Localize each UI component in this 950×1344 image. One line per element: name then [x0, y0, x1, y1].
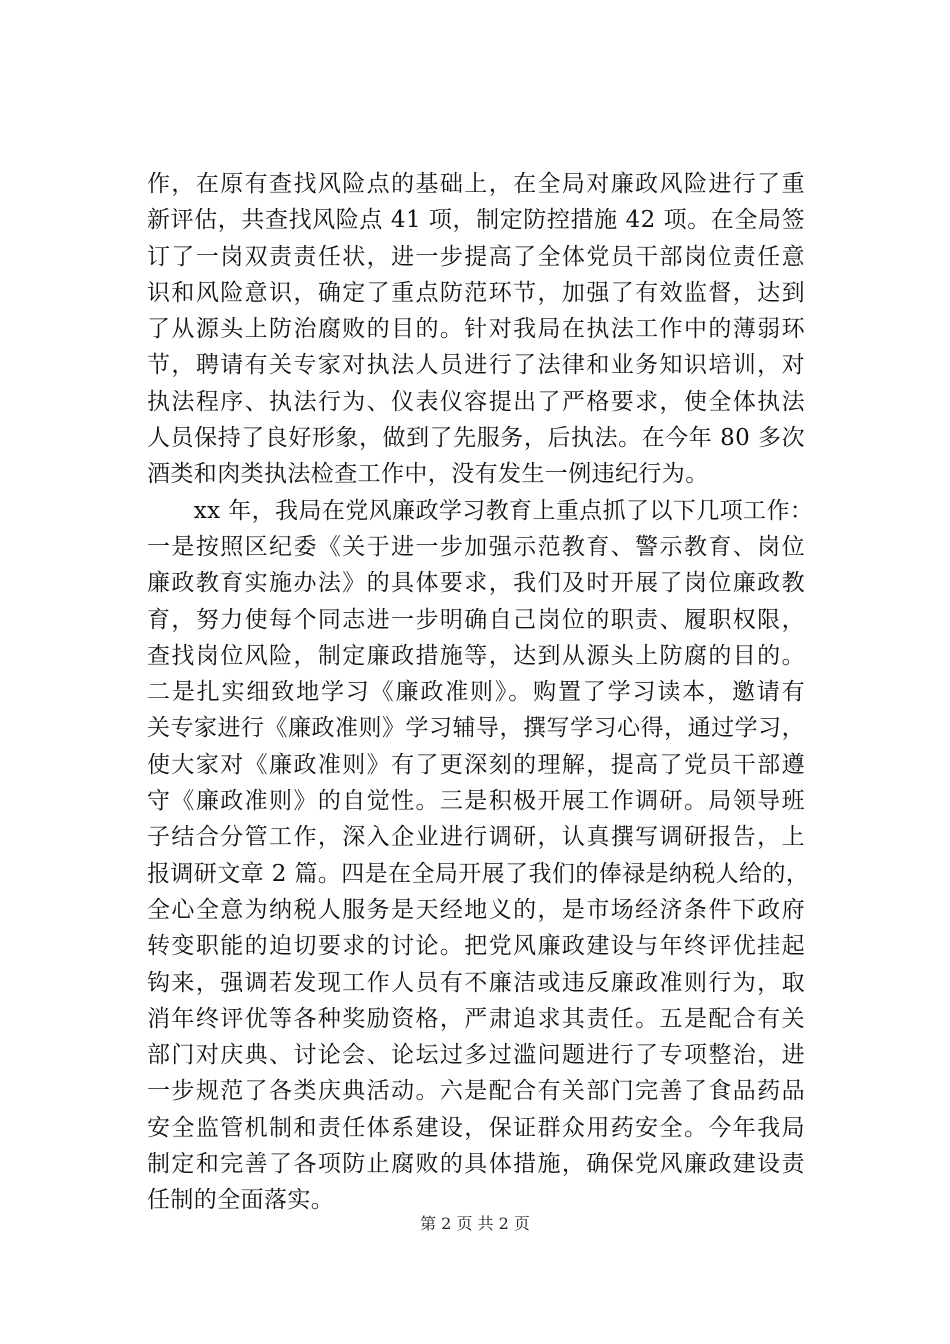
text-line: 安全监管机制和责任体系建设，保证群众用药安全。今年我局 [147, 1114, 805, 1141]
text-line: 节，聘请有关专家对执法人员进行了法律和业务知识培训，对 [147, 352, 805, 379]
body-text [147, 166, 814, 1219]
text-line: xx 年，我局在党风廉政学习教育上重点抓了以下几项工作： [147, 497, 814, 524]
text-line: 廉政教育实施办法》的具体要求，我们及时开展了岗位廉政教 [147, 570, 805, 597]
text-line: 育，努力使每个同志进一步明确自己岗位的职责、履职权限， [147, 606, 805, 633]
text-line: 作，在原有查找风险点的基础上，在全局对廉政风险进行了重 [147, 171, 805, 197]
text-line: 人员保持了良好形象，做到了先服务，后执法。在今年 80 多次 [147, 425, 805, 452]
text-line: 子结合分管工作，深入企业进行调研，认真撰写调研报告，上 [147, 824, 805, 851]
text-line: 了从源头上防治腐败的目的。针对我局在执法工作中的薄弱环 [147, 316, 805, 343]
text-line: 部门对庆典、讨论会、论坛过多过滥问题进行了专项整治，进 [147, 1042, 805, 1069]
text-line: 一步规范了各类庆典活动。六是配合有关部门完善了食品药品 [147, 1078, 805, 1105]
text-line: 使大家对《廉政准则》有了更深刻的理解，提高了党员干部遵 [147, 751, 805, 778]
page-footer [0, 1213, 950, 1235]
text-line: 转变职能的迫切要求的讨论。把党风廉政建设与年终评优挂起 [147, 933, 805, 960]
text-line: 识和风险意识，确定了重点防范环节，加强了有效监督，达到 [147, 279, 805, 306]
text-line: 执法程序、执法行为、仪表仪容提出了严格要求，使全体执法 [147, 388, 805, 415]
text-line: 关专家进行《廉政准则》学习辅导，撰写学习心得，通过学习， [147, 715, 805, 742]
text-line: 一是按照区纪委《关于进一步加强示范教育、警示教育、岗位 [147, 533, 805, 560]
text-line: 订了一岗双责责任状，进一步提高了全体党员干部岗位责任意 [147, 243, 805, 270]
text-line: 制定和完善了各项防止腐败的具体措施，确保党风廉政建设责 [147, 1151, 805, 1178]
text-line: 守《廉政准则》的自觉性。三是积极开展工作调研。局领导班 [147, 788, 805, 815]
text-line: 全心全意为纳税人服务是天经地义的，是市场经济条件下政府 [147, 896, 805, 923]
text-line: 消年终评优等各种奖励资格，严肃追求其责任。五是配合有关 [147, 1005, 805, 1032]
text-line: 任制的全面落实。 [147, 1187, 335, 1214]
text-line: 报调研文章 2 篇。四是在全局开展了我们的俸禄是纳税人给的， [147, 860, 810, 887]
text-line: 查找岗位风险，制定廉政措施等，达到从源头上防腐的目的。 [147, 642, 805, 669]
text-line: 新评估，共查找风险点 41 项，制定防控措施 42 项。在全局签 [147, 207, 805, 234]
text-line: 酒类和肉类执法检查工作中，没有发生一例违纪行为。 [147, 461, 709, 488]
text-line: 二是扎实细致地学习《廉政准则》。购置了学习读本，邀请有 [147, 679, 805, 706]
page-number-label: 第 2 页 共 2 页 [420, 1214, 530, 1233]
text-line: 钩来，强调若发现工作人员有不廉洁或违反廉政准则行为，取 [147, 969, 805, 996]
